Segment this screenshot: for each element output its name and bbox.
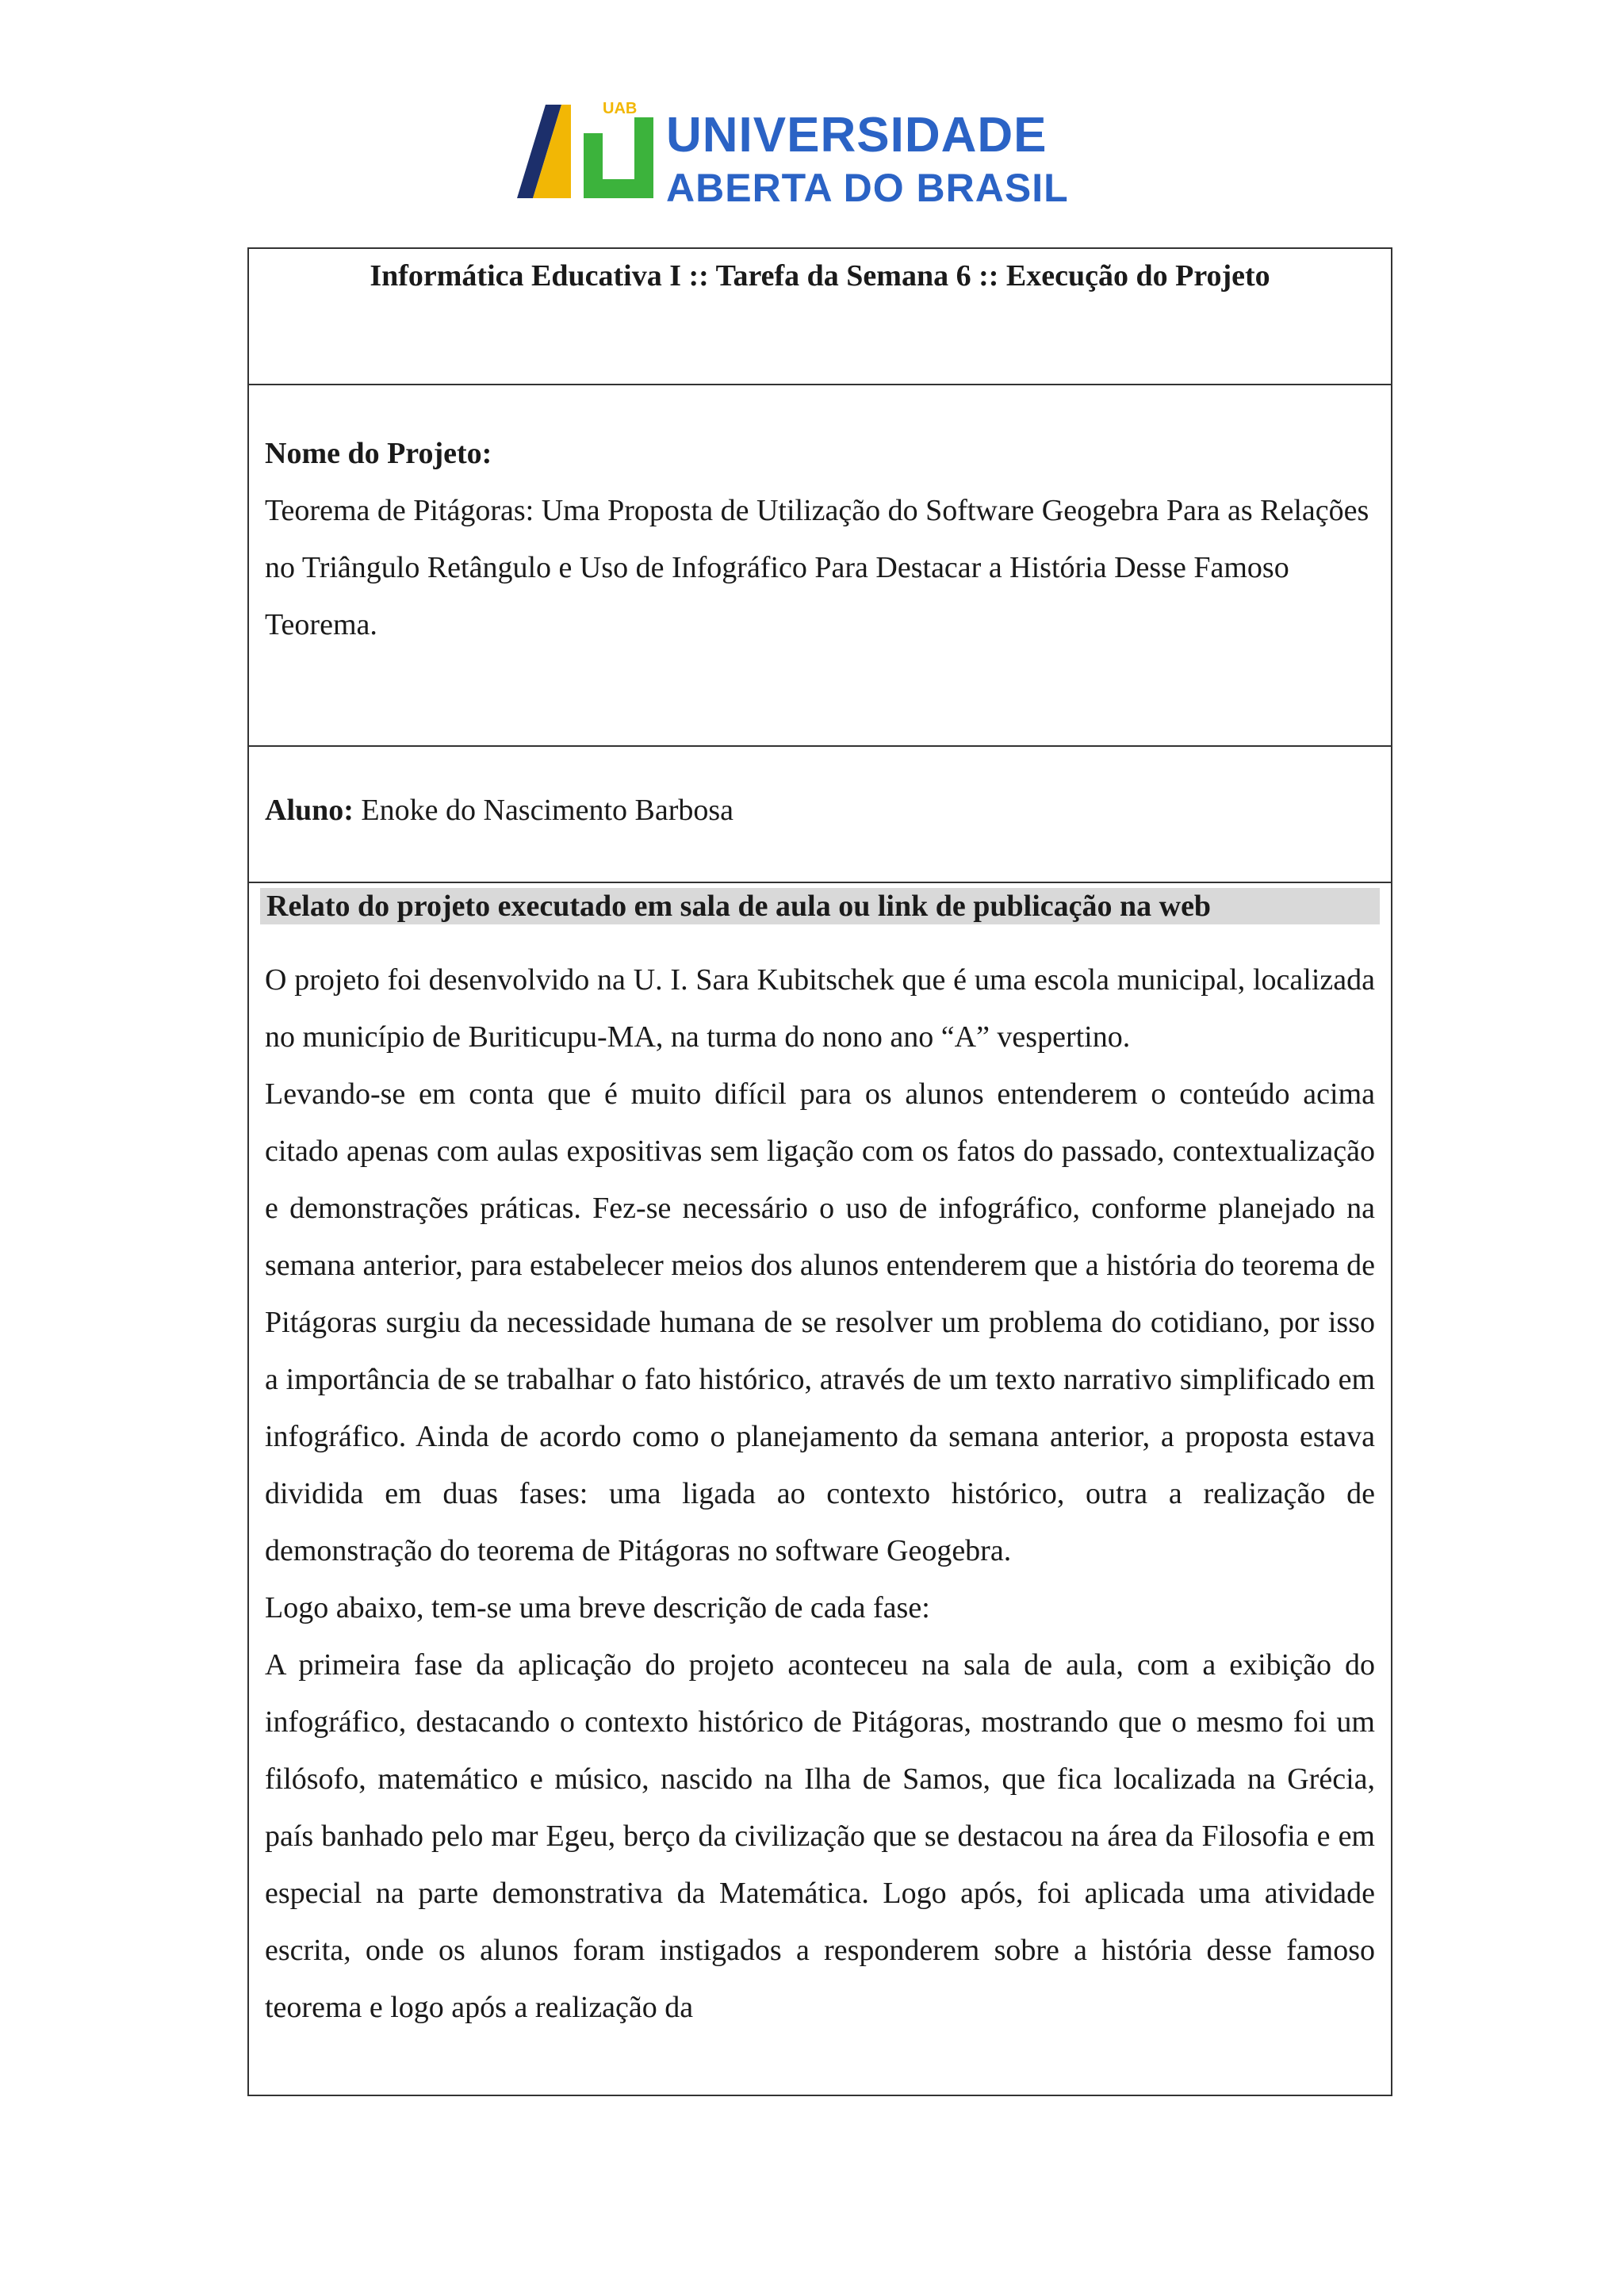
report-heading: Relato do projeto executado em sala de aula ou link de publicação na web (260, 888, 1380, 924)
title-row (249, 249, 1391, 385)
uab-logo (514, 97, 1116, 208)
uab-logo-mark (514, 97, 665, 208)
report-paragraph: Levando-se em conta que é muito difícil para os alunos entenderem o conteúdo acima citado apenas com aulas expositivas sem ligação com os fatos do passado, contextualização e demonstrações práticas. Fez-se necessário o uso de infográfico, conforme planejado na semana anterior, para estabelecer meios dos alunos entenderem que a história do teorema de Pitágoras surgiu da necessidade humana de se resolver um problema do cotidiano, por isso a importância de se trabalhar o fato histórico, através de um texto narrativo simplificado em infográfico. Ainda de acordo como o planejamento da semana anterior, a proposta estava dividida em duas fases: uma ligada ao contexto histórico, outra a realização de demonstração do teorema de Pitágoras no software Geogebra. (265, 1077, 1375, 1567)
logo-text-line1: UNIVERSIDADE (666, 108, 1048, 163)
assignment-table (247, 247, 1392, 2096)
report-body (265, 951, 1375, 2036)
report-paragraph: O projeto foi desenvolvido na U. I. Sara Kubitschek que é uma escola municipal, localizada no município de Buriticupu-MA, na turma do nono ano “A” vespertino. (265, 963, 1375, 1054)
report-paragraph: A primeira fase da aplicação do projeto aconteceu na sala de aula, com a exibição do infográfico, destacando o contexto histórico de Pitágoras, mostrando que o mesmo foi um filósofo, matemático e músico, nascido na Ilha de Samos, que fica localizada na Grécia, país banhado pelo mar Egeu, berço da civilização que se destacou na área da Filosofia e em especial na parte demonstrativa da Matemática. Logo após, foi aplicada uma atividade escrita, onde os alunos foram instigados a responderem sobre a história desse famoso teorema e logo após a realização da (265, 1648, 1375, 2024)
project-label: Nome do Projeto: (265, 437, 492, 470)
student-name: Enoke do Nascimento Barbosa (353, 794, 734, 827)
student-row (249, 747, 1391, 883)
report-paragraph: Logo abaixo, tem-se uma breve descrição de cada fase: (265, 1591, 930, 1624)
student-label: Aluno: (265, 794, 354, 827)
report-row (249, 883, 1391, 2096)
project-name: Teorema de Pitágoras: Uma Proposta de Utilização do Software Geogebra Para as Relações no Triângulo Retângulo e Uso de Infográfico Para Destacar a História Desse Famoso Teorema. (265, 494, 1369, 641)
logo-text-line2: ABERTA DO BRASIL (666, 166, 1069, 210)
student-block (265, 782, 1375, 839)
project-row (249, 385, 1391, 747)
logo-tag: UAB (603, 100, 638, 117)
document-title: Informática Educativa I :: Tarefa da Semana 6 :: Execução do Projeto (370, 259, 1270, 293)
project-block (265, 425, 1375, 653)
